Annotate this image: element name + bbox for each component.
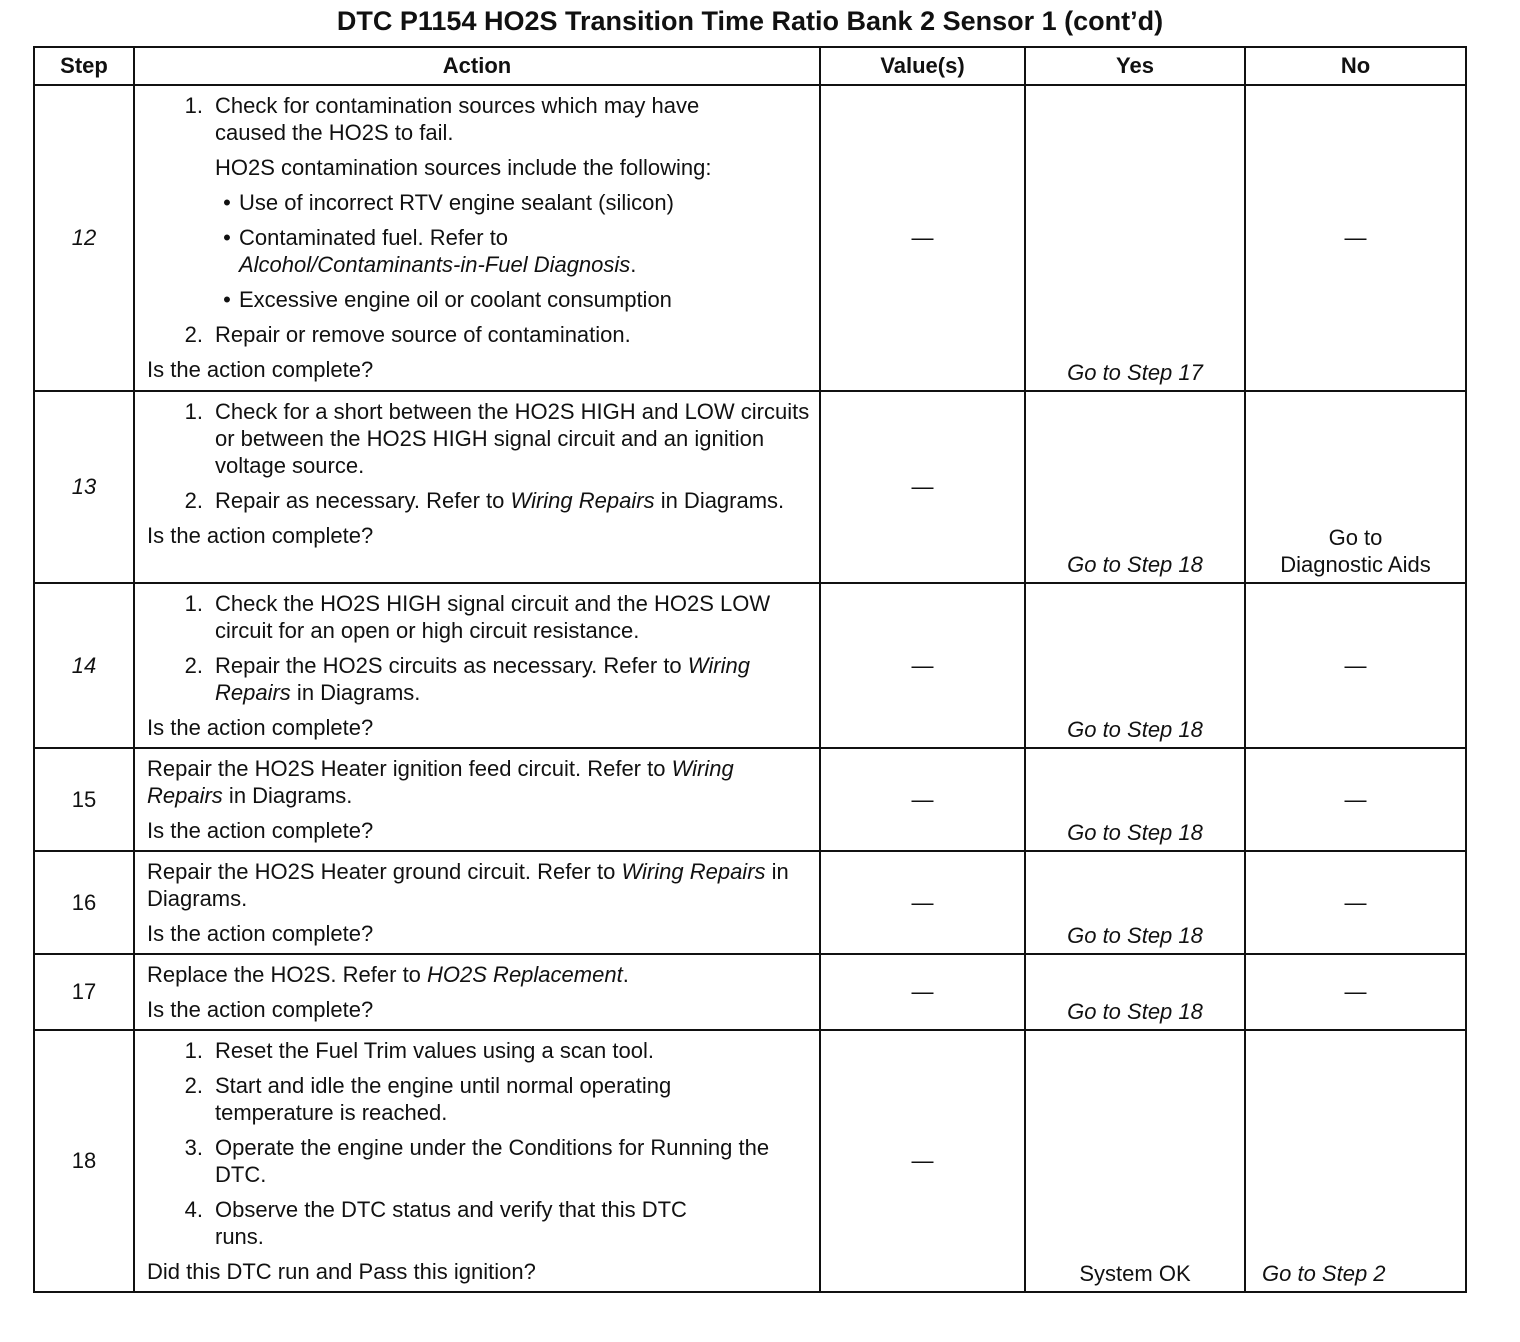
no-cell	[1245, 1030, 1466, 1292]
action-text: Repair the HO2S Heater ignition feed circuit. Refer to Wiring Repairs in Diagrams.	[147, 756, 734, 808]
yes-link[interactable]: Go to Step 18	[1067, 923, 1203, 948]
action-sub-paragraph: HO2S contamination sources include the following:	[215, 155, 712, 180]
action-cell	[134, 1030, 820, 1292]
action-cell	[134, 85, 820, 391]
action-cell	[134, 748, 820, 851]
step-number: 16	[34, 851, 134, 954]
reference-link[interactable]: HO2S Replacement	[427, 962, 623, 987]
action-question: Is the action complete?	[147, 921, 374, 946]
header-no: No	[1245, 47, 1466, 85]
yes-cell	[1025, 748, 1245, 851]
step-number: 17	[34, 954, 134, 1030]
action-question: Is the action complete?	[147, 357, 374, 382]
action-cell	[134, 583, 820, 748]
step-number: 12	[34, 85, 134, 391]
action-question: Is the action complete?	[147, 523, 374, 548]
no-cell: —	[1245, 851, 1466, 954]
action-text: Replace the HO2S. Refer to HO2S Replacement.	[147, 962, 629, 987]
action-cell	[134, 954, 820, 1030]
table-row-step-16	[34, 851, 1466, 954]
bullet-icon: •	[223, 190, 231, 215]
yes-cell	[1025, 391, 1245, 583]
yes-cell	[1025, 583, 1245, 748]
value-cell: —	[820, 748, 1025, 851]
bullet-icon: •	[223, 225, 231, 250]
action-item: 2. Start and idle the engine until normal operating temperature is reached.	[184, 1073, 672, 1125]
table-row-step-17	[34, 954, 1466, 1030]
yes-link[interactable]: Go to Step 18	[1067, 820, 1203, 845]
no-cell: —	[1245, 85, 1466, 391]
table-row-step-12	[34, 85, 1466, 391]
action-cell	[134, 851, 820, 954]
diagnostic-table	[33, 46, 1467, 1293]
reference-link[interactable]: Wiring Repairs	[510, 488, 655, 513]
action-question: Is the action complete?	[147, 715, 374, 740]
no-cell	[1245, 391, 1466, 583]
no-cell: —	[1245, 748, 1466, 851]
value-cell: —	[820, 391, 1025, 583]
value-cell: —	[820, 954, 1025, 1030]
yes-result: System OK	[1079, 1261, 1191, 1286]
header-yes: Yes	[1025, 47, 1245, 85]
yes-link[interactable]: Go to Step 18	[1067, 717, 1203, 742]
step-number: 15	[34, 748, 134, 851]
action-item: 1. Reset the Fuel Trim values using a scan tool.	[184, 1038, 654, 1063]
action-question: Did this DTC run and Pass this ignition?	[147, 1259, 536, 1284]
action-cell	[134, 391, 820, 583]
value-cell: —	[820, 1030, 1025, 1292]
table-row-step-13	[34, 391, 1466, 583]
table-row-step-15	[34, 748, 1466, 851]
no-cell: —	[1245, 954, 1466, 1030]
action-question: Is the action complete?	[147, 997, 374, 1022]
reference-link[interactable]: Wiring Repairs	[147, 756, 734, 808]
action-item: 2. Repair the HO2S circuits as necessary. Refer to Wiring Repairs in Diagrams.	[184, 653, 750, 705]
table-row-step-14	[34, 583, 1466, 748]
yes-link[interactable]: Go to Step 18	[1067, 552, 1203, 577]
yes-cell	[1025, 954, 1245, 1030]
reference-link[interactable]: Wiring Repairs	[215, 653, 750, 705]
value-cell: —	[820, 85, 1025, 391]
bullet-item: • Excessive engine oil or coolant consumption	[147, 286, 811, 313]
reference-link[interactable]: Wiring Repairs	[621, 859, 766, 884]
yes-link[interactable]: Go to Step 18	[1067, 999, 1203, 1024]
no-link[interactable]: Go to Step 2	[1262, 1261, 1386, 1286]
step-number: 18	[34, 1030, 134, 1292]
action-text: Repair the HO2S Heater ground circuit. Refer to Wiring Repairs in Diagrams.	[147, 859, 789, 911]
no-link[interactable]: Go to Diagnostic Aids	[1280, 525, 1431, 577]
action-item: 3. Operate the engine under the Conditions for Running the DTC.	[184, 1135, 770, 1187]
no-cell: —	[1245, 583, 1466, 748]
header-values: Value(s)	[820, 47, 1025, 85]
action-item: 1. Check for a short between the HO2S HIGH and LOW circuits or between the HO2S HIGH signal circuit and an ignition voltage source.	[184, 399, 810, 478]
yes-cell	[1025, 85, 1245, 391]
value-cell: —	[820, 583, 1025, 748]
action-item: 4. Observe the DTC status and verify that this DTC runs.	[184, 1197, 687, 1249]
action-item: 1. Check the HO2S HIGH signal circuit and the HO2S LOW circuit for an open or high circuit resistance.	[184, 591, 771, 643]
bullet-item: • Use of incorrect RTV engine sealant (silicon)	[147, 189, 811, 216]
action-item: 2. Repair as necessary. Refer to Wiring Repairs in Diagrams.	[184, 488, 785, 513]
action-item: 2. Repair or remove source of contamination.	[184, 322, 631, 347]
action-question: Is the action complete?	[147, 818, 374, 843]
bullet-item: • Contaminated fuel. Refer to Alcohol/Contaminants-in-Fuel Diagnosis.	[147, 224, 811, 278]
value-cell: —	[820, 851, 1025, 954]
bullet-icon: •	[223, 287, 231, 312]
header-row	[34, 47, 1466, 85]
reference-link[interactable]: Alcohol/Contaminants-in-Fuel Diagnosis	[239, 252, 631, 277]
action-item: 1. Check for contamination sources which may have caused the HO2S to fail.	[184, 93, 700, 145]
page-title: DTC P1154 HO2S Transition Time Ratio Bank 2 Sensor 1 (cont’d)	[336, 6, 1164, 36]
yes-cell	[1025, 1030, 1245, 1292]
step-number: 14	[34, 583, 134, 748]
header-step: Step	[34, 47, 134, 85]
yes-link[interactable]: Go to Step 17	[1067, 360, 1203, 385]
header-action: Action	[134, 47, 820, 85]
step-number: 13	[34, 391, 134, 583]
yes-cell	[1025, 851, 1245, 954]
table-row-step-18	[34, 1030, 1466, 1292]
